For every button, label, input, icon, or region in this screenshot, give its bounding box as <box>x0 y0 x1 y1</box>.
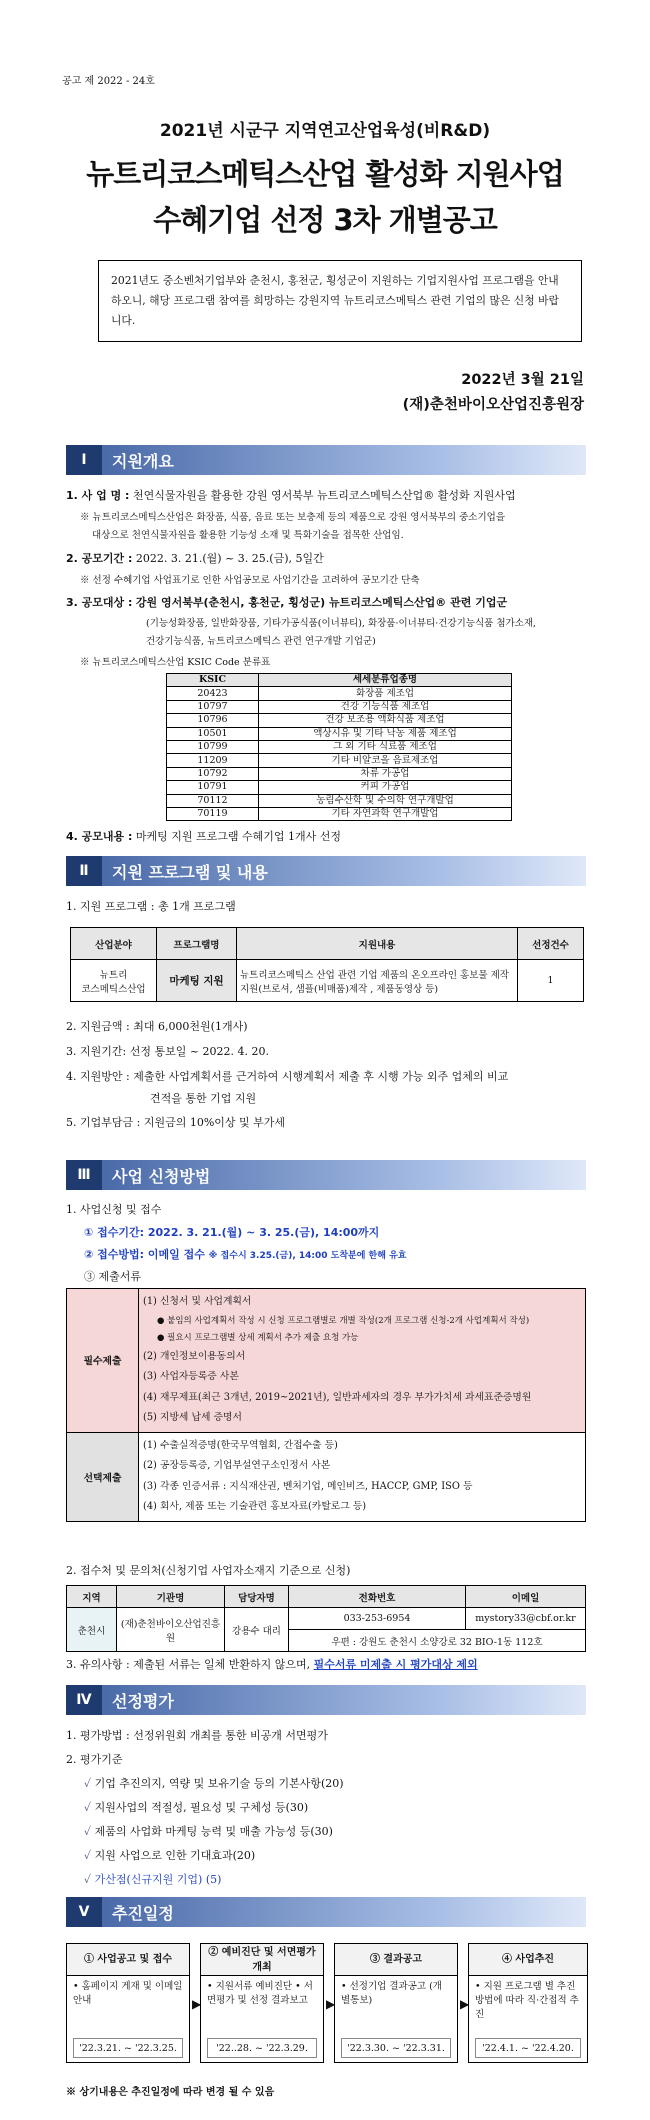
s2-line3: 3. 지원기간: 선정 통보일 ~ 2022. 4. 20. <box>66 1045 270 1058</box>
list-item: (4) 회사, 제품 또는 기술관련 홍보자료(카탈로그 등) <box>143 1501 367 1512</box>
ksic-code: 10501 <box>167 727 259 740</box>
page-title-line2: 수혜기업 선정 3차 개별공고 <box>153 203 497 237</box>
s3-item3: ③ 제출서류 <box>84 1270 142 1283</box>
ksic-code: 70112 <box>167 794 259 807</box>
step-title: ① 사업공고 및 접수 <box>67 1944 189 1976</box>
check-icon: ✓ <box>84 1873 92 1886</box>
list-item: (3) 각종 인증서류 : 지식재산권, 벤처기업, 메인비즈, HACCP, GMP, ISO 등 <box>143 1480 473 1492</box>
criteria-item: ✓ 제품의 사업화 마케팅 능력 및 매출 가능성 등(30) <box>84 1825 333 1838</box>
schedule-step-1 <box>66 1943 190 2063</box>
contact-address: 우편 : 강원도 춘천시 소양강로 32 BIO-1동 112호 <box>289 1630 586 1652</box>
check-icon: ✓ <box>84 1849 92 1862</box>
section-header-4 <box>66 1685 586 1715</box>
contact-col-email: 이메일 <box>466 1586 586 1608</box>
table-row <box>167 767 512 780</box>
table-row <box>167 807 512 820</box>
s1-line4: 4. 공모내용 : 마케팅 지원 프로그램 수혜기업 1개사 선정 <box>66 830 342 843</box>
section-label: 선정평가 <box>102 1685 586 1715</box>
table-row <box>71 960 584 1002</box>
contact-agency: (재)춘천바이오산업진흥원 <box>117 1608 225 1652</box>
schedule-step-3 <box>334 1943 458 2063</box>
arrow-right-icon: ▶ <box>192 1997 202 2011</box>
ksic-code: 10792 <box>167 767 259 780</box>
s2-line2: 2. 지원금액 : 최대 6,000천원(1개사) <box>66 1020 248 1033</box>
ksic-code: 10796 <box>167 714 259 727</box>
ksic-name: 건강 보조용 액화식품 제조업 <box>259 714 512 727</box>
supertitle: 2021년 시군구 지역연고산업육성(비R&D) <box>159 121 491 141</box>
list-item: (4) 재무제표(최근 3개년, 2019~2021년), 일반과세자의 경우 부가가치세 과세표준증명원 <box>143 1391 532 1403</box>
page-title-line1: 뉴트리코스메틱스산업 활성화 지원사업 <box>86 157 564 191</box>
intro-box: 2021년도 중소벤처기업부와 춘천시, 홍천군, 횡성군이 지원하는 기업지원사업 프로그램을 안내하오니, 해당 프로그램 참여를 희망하는 강원지역 뉴트리코스메틱스 관련 기업의 많은 신청 바랍니다. <box>98 260 582 342</box>
list-item: ● 붙임의 사업계획서 작성 시 신청 프로그램별로 개별 작성(2개 프로그램 신청-2개 사업계획서 작성) <box>157 1315 530 1326</box>
step-title: ③ 결과공고 <box>335 1944 457 1976</box>
footnote: ※ 상기내용은 추진일정에 따라 변경 될 수 있음 <box>66 2087 275 2098</box>
section-header-1 <box>66 445 586 475</box>
required-label: 필수제출 <box>67 1289 139 1433</box>
section-label: 사업 신청방법 <box>102 1160 586 1190</box>
s1-line1: 1. 사 업 명 : 천연식물자원을 활용한 강원 영서북부 뉴트리코스메틱스산업® 활성화 지원사업 <box>66 489 516 502</box>
s1-sub3a: (기능성화장품, 일반화장품, 기타가공식품(이너뷰티), 화장품·이너뷰티·건강기능식품 첨가소재, <box>146 618 537 629</box>
required-items <box>139 1289 586 1433</box>
list-item: (3) 사업자등록증 사본 <box>143 1371 239 1382</box>
section-header-2 <box>66 856 586 886</box>
section-number: Ⅴ <box>66 1897 102 1927</box>
schedule-step-2 <box>200 1943 324 2063</box>
contact-table <box>66 1585 586 1652</box>
s1-note2: ※ 선정 수혜기업 사업표기로 인한 사업공모로 사업기간을 고려하여 공모기간 단축 <box>80 575 420 586</box>
table-row <box>167 754 512 767</box>
section-number: Ⅱ <box>66 856 102 886</box>
ksic-col-code: KSIC <box>167 674 259 687</box>
check-icon: ✓ <box>84 1777 92 1790</box>
s1-sub3b: 건강기능식품, 뉴트리코스메틱스 관련 연구개발 기업군) <box>146 636 376 647</box>
step-title: ④ 사업추진 <box>469 1944 587 1976</box>
table-row <box>167 794 512 807</box>
section-label: 추진일정 <box>102 1897 586 1927</box>
s4-line1: 1. 평가방법 : 선정위원회 개최를 통한 비공개 서면평가 <box>66 1729 328 1742</box>
section-label: 지원개요 <box>102 445 586 475</box>
section-header-3 <box>66 1160 586 1190</box>
list-item: (2) 공장등록증, 기업부설연구소인정서 사본 <box>143 1460 331 1471</box>
ksic-name: 건강 기능식품 제조업 <box>259 700 512 713</box>
section-number: Ⅰ <box>66 445 102 475</box>
table-row <box>167 687 512 700</box>
announce-date: 2022년 3월 21일 <box>461 372 584 388</box>
list-item: (5) 지방세 납세 증명서 <box>143 1412 242 1423</box>
program-field: 뉴트리 코스메틱스산업 <box>71 960 157 1002</box>
announce-org: (재)춘천바이오산업진흥원장 <box>402 397 584 413</box>
s2-line4b: 견적을 통한 기업 지원 <box>150 1092 257 1105</box>
ksic-code: 20423 <box>167 687 259 700</box>
optional-label: 선택제출 <box>67 1432 139 1521</box>
contact-col-phone: 전화번호 <box>289 1586 466 1608</box>
s2-line4a: 4. 지원방안 : 제출한 사업계획서를 근거하여 시행계획서 제출 후 시행 가능 외주 업체의 비교 <box>66 1070 509 1083</box>
step-title: ② 예비진단 및 서면평가 개최 <box>201 1944 323 1976</box>
program-col-count: 선정건수 <box>518 928 584 960</box>
s1-note1a: ※ 뉴트리코스메틱스산업은 화장품, 식품, 음료 또는 보충제 등의 제품으로 강원 영서북부의 중소기업을 <box>80 512 506 523</box>
list-item: ● 필요시 프로그램별 상세 계획서 추가 제출 요청 가능 <box>157 1332 359 1343</box>
step-date: '22.4.1. ~ '22.4.20. <box>475 2038 581 2058</box>
s2-line5: 5. 기업부담금 : 지원금의 10%이상 및 부가세 <box>66 1116 286 1129</box>
ksic-name: 농림수산학 및 수의학 연구개발업 <box>259 794 512 807</box>
ksic-name: 그 외 기타 식료품 제조업 <box>259 740 512 753</box>
list-item: (1) 수출실적증명(한국무역협회, 간접수출 등) <box>143 1439 338 1451</box>
list-item: (1) 신청서 및 사업계획서 <box>143 1296 252 1307</box>
s3-line2: 2. 접수처 및 문의처(신청기업 사업자소재지 기준으로 신청) <box>66 1564 351 1577</box>
arrow-right-icon: ▶ <box>326 1997 336 2011</box>
step-date: '22..28. ~ '22.3.29. <box>207 2038 317 2058</box>
s3-item2: ② 접수방법: 이메일 접수 ※ 접수시 3.25.(금), 14:00 도착분에 한해 유효 <box>84 1248 407 1261</box>
contact-col-person: 담당자명 <box>225 1586 289 1608</box>
step-body: • 홈페이지 게재 및 이메일 안내 <box>73 1981 183 2006</box>
check-icon: ✓ <box>84 1801 92 1814</box>
contact-phone: 033-253-6954 <box>289 1608 466 1630</box>
table-row <box>167 740 512 753</box>
step-body: • 지원 프로그램 별 추진방법에 따라 직·간접적 추진 <box>475 1981 579 2020</box>
arrow-right-icon: ▶ <box>460 1997 470 2011</box>
optional-items <box>139 1432 586 1521</box>
ksic-name: 차류 가공업 <box>259 767 512 780</box>
table-row <box>167 727 512 740</box>
criteria-item: ✓ 지원사업의 적절성, 필요성 및 구체성 등(30) <box>84 1801 309 1814</box>
schedule-step-4 <box>468 1943 588 2063</box>
s4-line2: 2. 평가기준 <box>66 1753 123 1766</box>
program-content: 뉴트리코스메틱스 산업 관련 기업 제품의 온오프라인 홍보물 제작 지원(브로셔, 샘플(비매품)제작 , 제품동영상 등) <box>237 960 518 1002</box>
table-row <box>167 781 512 794</box>
criteria-item: ✓ 기업 추진의지, 역량 및 보유기술 등의 기본사항(20) <box>84 1777 344 1790</box>
ksic-code: 10799 <box>167 740 259 753</box>
section-header-5 <box>66 1897 586 1927</box>
contact-col-region: 지역 <box>67 1586 117 1608</box>
s3-line3: 3. 유의사항 : 제출된 서류는 일체 반환하지 않으며, 필수서류 미제출 시 평가대상 제외 <box>66 1658 478 1671</box>
notice-number: 공고 제 2022 - 24호 <box>62 76 155 87</box>
ksic-table <box>166 673 512 821</box>
documents-table <box>66 1288 586 1522</box>
program-table <box>70 927 584 1002</box>
ksic-code: 11209 <box>167 754 259 767</box>
table-row <box>67 1432 586 1521</box>
step-date: '22.3.30. ~ '22.3.31. <box>341 2038 451 2058</box>
list-item: (2) 개인정보이용동의서 <box>143 1350 246 1362</box>
step-date: '22.3.21. ~ '22.3.25. <box>73 2038 183 2058</box>
program-col-field: 산업분야 <box>71 928 157 960</box>
s2-line1: 1. 지원 프로그램 : 총 1개 프로그램 <box>66 900 236 913</box>
ksic-name: 액상시유 및 기타 낙농 제품 제조업 <box>259 727 512 740</box>
s1-line2: 2. 공모기간 : 2022. 3. 21.(월) ~ 3. 25.(금), 5일간 <box>66 552 324 565</box>
section-number: Ⅳ <box>66 1685 102 1715</box>
s1-note3: ※ 뉴트리코스메틱스산업 KSIC Code 분류표 <box>80 657 271 668</box>
s1-note1b: 대상으로 천연식물자원을 활용한 기능성 소재 및 특화기술을 접목한 산업임. <box>92 530 404 541</box>
program-count: 1 <box>518 960 584 1002</box>
program-col-content: 지원내용 <box>237 928 518 960</box>
section-number: Ⅲ <box>66 1160 102 1190</box>
ksic-name: 화장품 제조업 <box>259 687 512 700</box>
criteria-item: ✓ 지원 사업으로 인한 기대효과(20) <box>84 1849 256 1862</box>
ksic-name: 기타 비알코올 음료제조업 <box>259 754 512 767</box>
criteria-item: ✓ 가산점(신규지원 기업) (5) <box>84 1873 222 1886</box>
s3-line1: 1. 사업신청 및 접수 <box>66 1203 162 1216</box>
step-body: • 지원서류 예비진단 • 서면평가 및 선정 결과보고 <box>207 1981 313 2006</box>
program-name: 마케팅 지원 <box>157 960 237 1002</box>
contact-region: 춘천시 <box>67 1608 117 1652</box>
table-row <box>67 1608 586 1630</box>
contact-person: 강용수 대리 <box>225 1608 289 1652</box>
ksic-code: 10791 <box>167 781 259 794</box>
table-row <box>67 1289 586 1433</box>
ksic-name: 기타 자연과학 연구개발업 <box>259 807 512 820</box>
s1-line3: 3. 공모대상 : 강원 영서북부(춘천시, 홍천군, 횡성군) 뉴트리코스메틱스산업® 관련 기업군 <box>66 596 508 609</box>
s3-item1: ① 접수기간: 2022. 3. 21.(월) ~ 3. 25.(금), 14:00까지 <box>84 1226 380 1239</box>
contact-col-agency: 기관명 <box>117 1586 225 1608</box>
check-icon: ✓ <box>84 1825 92 1838</box>
program-col-name: 프로그램명 <box>157 928 237 960</box>
ksic-code: 70119 <box>167 807 259 820</box>
section-label: 지원 프로그램 및 내용 <box>102 856 586 886</box>
table-row <box>167 700 512 713</box>
contact-email[interactable]: mystory33@cbf.or.kr <box>466 1608 586 1630</box>
table-row <box>167 714 512 727</box>
ksic-code: 10797 <box>167 700 259 713</box>
ksic-col-name: 세세분류업종명 <box>259 674 512 687</box>
ksic-name: 커피 가공업 <box>259 781 512 794</box>
step-body: • 선정기업 결과공고 (개별통보) <box>341 1981 442 2006</box>
